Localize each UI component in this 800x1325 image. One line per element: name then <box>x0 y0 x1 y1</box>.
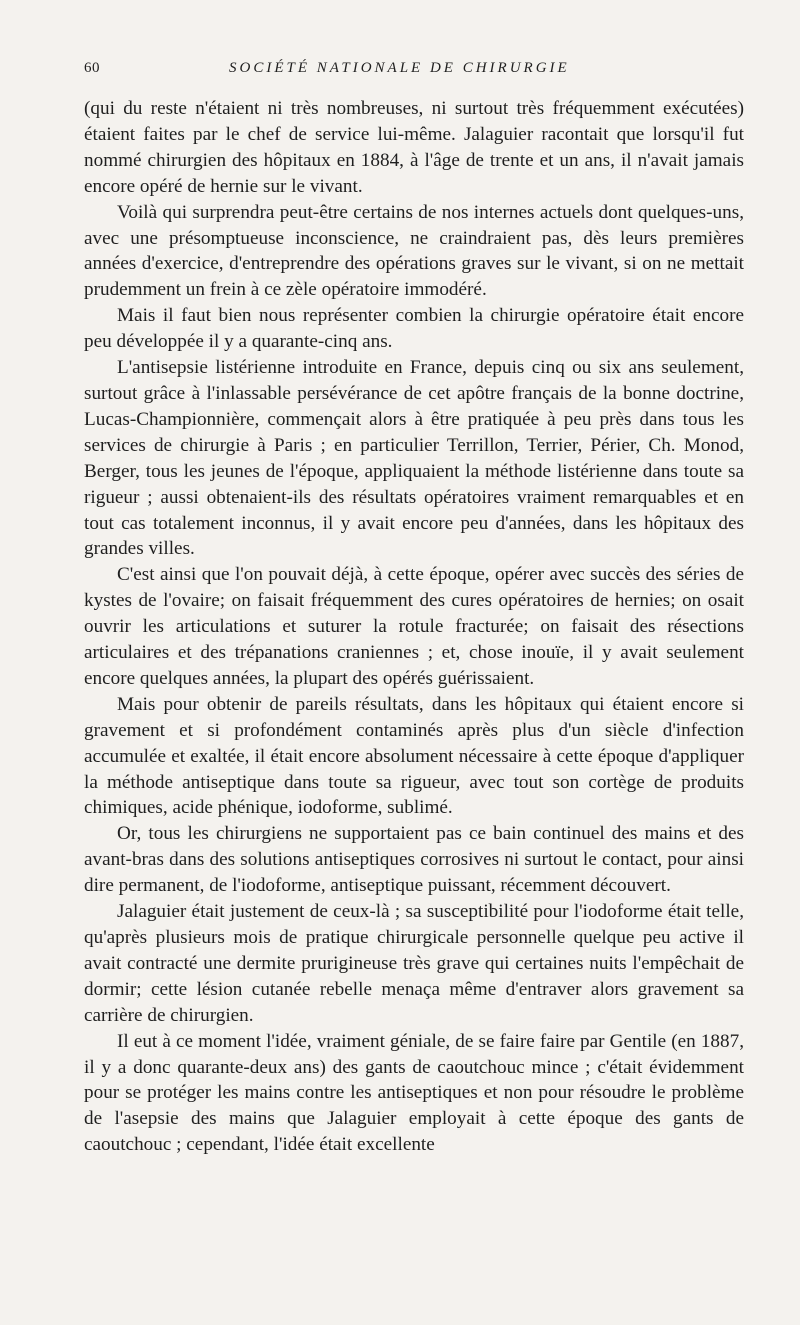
paragraph-5: C'est ainsi que l'on pouvait déjà, à cette époque, opérer avec succès des séries de kystes de l'ovaire; on faisait fréquemment des cures opératoires de hernies; on osait ouvrir les articulations et suturer la rotule fracturée; on faisait des résections articulaires et des trépanations craniennes ; et, chose inouïe, il y avait seulement encore quelques années, la plupart des opérés guérissaient. <box>84 564 744 689</box>
paragraph-7: Or, tous les chirurgiens ne supportaient pas ce bain continuel des mains et des avant-bras dans des solutions antiseptiques corrosives ni surtout le contact, pour ainsi dire permanent, de l'iodoforme, antiseptique puissant, récemment découvert. <box>84 823 744 897</box>
page-number: 60 <box>84 60 100 76</box>
paragraph-6: Mais pour obtenir de pareils résultats, dans les hôpitaux qui étaient encore si gravement et si profondément contaminés après plus d'un siècle d'infection accumulée et exaltée, il était encore absolument nécessaire à cette époque d'appliquer la méthode antiseptique dans toute sa rigueur, avec tout son cortège de produits chimiques, acide phénique, iodoforme, sublimé. <box>84 693 744 819</box>
paragraph-2: Voilà qui surprendra peut-être certains de nos internes actuels dont quelques-uns, avec une présomptueuse inconscience, ne craindraient pas, dès leurs premières années d'exercice, d'entreprendre des opérations graves sur le vivant, si on ne mettait prudemment un frein à ce zèle opératoire immodéré. <box>84 201 744 301</box>
paragraph-8: Jalaguier était justement de ceux-là ; sa susceptibilité pour l'iodoforme était telle, qu'après plusieurs mois de pratique chirurgicale personnelle quelque peu active il avait contracté une dermite prurigineuse très grave qui certaines nuits l'empêchait de dormir; cette lésion cutanée rebelle menaça même d'entraver alors gravement sa carrière de chirurgien. <box>84 901 744 1026</box>
paragraph-3: Mais il faut bien nous représenter combien la chirurgie opératoire était encore peu développée il y a quarante-cinq ans. <box>84 305 744 353</box>
paragraph-1: (qui du reste n'étaient ni très nombreuses, ni surtout très fréquemment exécutées) étaient faites par le chef de service lui-même. Jalaguier racontait que lorsqu'il fut nommé chirurgien des hôpitaux en 1884, à l'âge de trente et un ans, il n'avait jamais encore opéré de hernie sur le vivant. <box>84 98 744 197</box>
paragraph-9: Il eut à ce moment l'idée, vraiment géniale, de se faire faire par Gentile (en 1887, il y a donc quarante-deux ans) des gants de caoutchouc mince ; c'était évidemment pour se protéger les mains contre les antiseptiques et non pour résoudre le problème de l'asepsie des mains que Jalaguier employait à cette époque des gants de caoutchouc ; cependant, l'idée était excellente <box>84 1030 744 1156</box>
running-title: SOCIÉTÉ NATIONALE DE CHIRURGIE <box>229 60 570 76</box>
page-header <box>84 60 744 86</box>
body-text <box>84 96 744 1158</box>
paragraph-4: L'antisepsie listérienne introduite en France, depuis cinq ou six ans seulement, surtout grâce à l'inlassable persévérance de cet apôtre français de la bonne doctrine, Lucas-Championnière, commençait alors à être pratiquée à peu près dans tous les services de chirurgie à Paris ; en particulier Terrillon, Terrier, Périer, Ch. Monod, Berger, tous les jeunes de l'époque, appliquaient la méthode listérienne dans toute sa rigueur ; aussi obtenaient-ils des résultats opératoires vraiment remarquables et en tout cas totalement inconnus, il y avait encore peu d'années, dans les hôpitaux des grandes villes. <box>84 357 744 560</box>
